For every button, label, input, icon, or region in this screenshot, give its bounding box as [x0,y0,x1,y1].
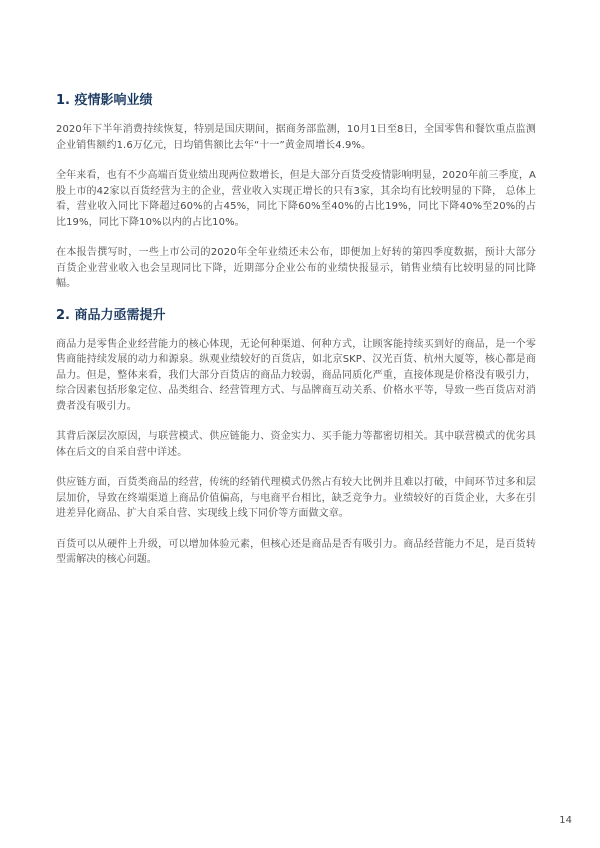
section-2-paragraph-2: 其背后深层次原因，与联营模式、供应链能力、资金实力、买手能力等都密切相关。其中联营模式的优劣具体在后文的自采自营中详述。 [56,431,536,458]
section-1-paragraph-1: 2020年下半年消费持续恢复，特别是国庆期间，据商务部监测，10月1日至8日，全国零售和餐饮重点监测企业销售额约1.6万亿元，日均销售额比去年“十一”黄金周增长4.9%。 [56,124,536,151]
page-number: 14 [559,815,572,826]
section-2-paragraph-4: 百货可以从硬件上升级，可以增加体验元素，但核心还是商品是否有吸引力。商品经营能力不足，是百货转型需解决的核心问题。 [56,538,536,565]
section-2-paragraph-3: 供应链方面，百货类商品的经营，传统的经销代理模式仍然占有较大比例并且难以打破，中间环节过多和层层加价，导致在终端渠道上商品价值偏高，与电商平台相比，缺乏竞争力。业绩较好的百货企业，大多在引进差异化商品、扩大自采自营、实现线上线下同价等方面做文章。 [56,477,536,519]
section-1-paragraph-2: 全年来看，也有不少高端百货业绩出现两位数增长，但是大部分百货受疫情影响明显，2020年前三季度，A股上市的42家以百货经营为主的企业，营业收入实现正增长的只有3家，其余均有比较明显的下降， 总体上看，营业收入同比下降超过60%的占45%，同比下降60%至40%的占比19%，同比下降40%至20%的占比19%，同比下降10%以内的占比10%。 [56,170,536,228]
section-2-heading: 2. 商品力亟需提升 [56,307,166,323]
page-content [56,92,536,583]
section-1-heading: 1. 疫情影响业绩 [56,93,153,108]
section-1-paragraph-3: 在本报告撰写时，一些上市公司的2020年全年业绩还未公布，即便加上好转的第四季度数据，预计大部分百货企业营业收入也会呈现同比下降，近期部分企业公布的业绩快报显示，销售业绩有比较明显的同比降幅。 [56,247,536,289]
section-2-paragraph-1: 商品力是零售企业经营能力的核心体现，无论何种渠道、何种方式，让顾客能持续买到好的商品，是一个零售商能持续发展的动力和源泉。纵观业绩较好的百货店，如北京SKP、汉光百货、杭州大厦等，核心都是商品力。但是，整体来看，我们大部分百货店的商品力较弱，商品同质化严重，直接体现是价格没有吸引力，综合因素包括形象定位、品类组合、经营管理方式、与品牌商互动关系、价格水平等，导致一些百货店对消费者没有吸引力。 [56,338,536,412]
